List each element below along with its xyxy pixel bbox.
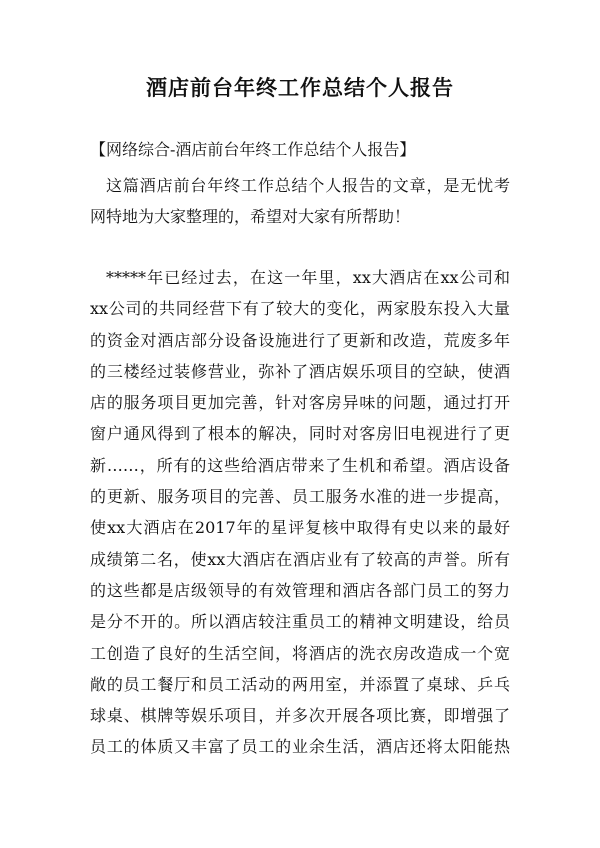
body-line: 敞的员工餐厅和员工活动的两用室，并添置了桌球、乒乓 — [90, 674, 510, 694]
body-line: xx公司的共同经营下有了较大的变化，两家股东投入大量 — [90, 299, 510, 319]
body-line: *****年已经过去，在这一年里，xx大酒店在xx公司和 — [106, 268, 510, 287]
body-line: 店的服务项目更加完善，针对客房异味的问题，通过打开 — [90, 393, 510, 413]
source-line: 【网络综合-酒店前台年终工作总结个人报告】 — [90, 140, 416, 159]
body-line: 窗户通风得到了根本的解决，同时对客房旧电视进行了更 — [90, 424, 510, 444]
body-line: 球桌、棋牌等娱乐项目，并多次开展各项比赛，即增强了 — [90, 706, 510, 726]
intro-paragraph — [90, 170, 510, 233]
body-line: 是分不开的。所以酒店较注重员工的精神文明建设，给员 — [90, 612, 510, 632]
body-line: 使xx大酒店在2017年的星评复核中取得有史以来的最好 — [90, 518, 510, 538]
body-line: 的这些都是店级领导的有效管理和酒店各部门员工的努力 — [90, 580, 510, 600]
body-line: 的三楼经过装修营业，弥补了酒店娱乐项目的空缺，使酒 — [90, 361, 510, 381]
body-line: 成绩第二名，使xx大酒店在酒店业有了较高的声誉。所有 — [90, 549, 510, 569]
document-title: 酒店前台年终工作总结个人报告 — [146, 75, 454, 100]
body-line: 的资金对酒店部分设备设施进行了更新和改造，荒废多年 — [90, 330, 510, 350]
body-line: 的更新、服务项目的完善、员工服务水准的进一步提高， — [90, 487, 510, 507]
body-line: 新……，所有的这些给酒店带来了生机和希望。酒店设备 — [90, 455, 510, 475]
body-line: 员工的体质又丰富了员工的业余生活，酒店还将太阳能热 — [90, 737, 510, 757]
body-line: 工创造了良好的生活空间，将酒店的洗衣房改造成一个宽 — [90, 643, 510, 663]
intro-line: 这篇酒店前台年终工作总结个人报告的文章，是无忧考 — [106, 176, 510, 195]
intro-line: 网特地为大家整理的，希望对大家有所帮助！ — [90, 207, 411, 227]
body-paragraph — [90, 262, 510, 763]
